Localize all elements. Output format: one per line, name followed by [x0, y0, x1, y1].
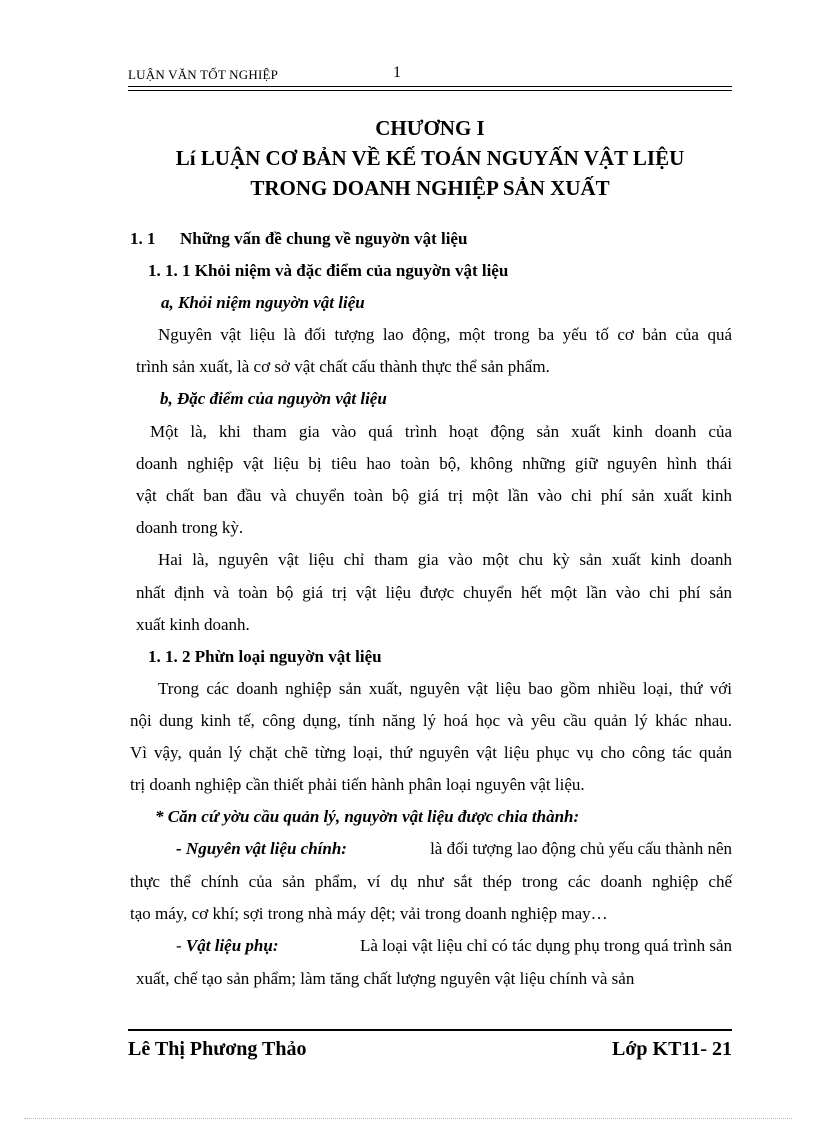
header-rule-thin — [128, 90, 732, 91]
footer-rule — [128, 1029, 732, 1031]
heading-1-1-1: 1. 1. 1 Khỏi niệm và đặc điểm của nguyờn vật liệu — [148, 261, 509, 280]
nvl-aux-term: Vật liệu phụ: — [185, 936, 279, 955]
header-rule-thick — [128, 86, 732, 87]
heading-b: b, Đặc điểm của nguyờn vật liệu — [160, 389, 387, 408]
para-112-line: nội dung kinh tế, công dụng, tính năng lý hoá học và yêu cầu quản lý khác nhau. — [130, 711, 732, 730]
chapter-title-line1: Lí LUẬN CƠ BẢN VỀ KẾ TOÁN NGUYẤN VẬT LIỆU — [175, 146, 685, 170]
nvl-main-text: là đối tượng lao động chủ yếu cấu thành nên — [430, 839, 732, 858]
page-number: 1 — [393, 64, 401, 81]
para-a-line: trình sản xuất, là cơ sở vật chất cấu thành thực thể sản phẩm. — [136, 357, 550, 376]
page-footer — [128, 1036, 732, 1062]
nvl-aux-dash: - — [176, 936, 182, 955]
nvl-main-line — [176, 838, 732, 860]
para-b1-line: Một là, khi tham gia vào quá trình hoạt động sản xuất kinh doanh của — [150, 422, 732, 441]
page-edge — [24, 1118, 792, 1119]
chapter-label: CHƯƠNG I — [375, 116, 485, 140]
header-title: LUẬN VĂN TỐT NGHIỆP — [128, 67, 279, 82]
para-112-line: Vì vậy, quản lý chặt chẽ từng loại, thứ nguyên vật liệu phục vụ cho công tác quản — [130, 743, 732, 762]
nvl-aux-line: xuất, chế tạo sản phẩm; làm tăng chất lượng nguyên vật liệu chính và sản — [136, 969, 635, 988]
section-1-title: Những vấn đề chung về nguyờn vật liệu — [180, 229, 468, 248]
heading-basis: * Căn cứ yờu cầu quản lý, nguyờn vật liệu được chia thành: — [155, 807, 580, 826]
para-b1-line: doanh nghiệp vật liệu bị tiêu hao toàn bộ, không những giữ nguyên hình thái — [136, 454, 732, 473]
para-112-line: trị doanh nghiệp cần thiết phải tiến hành phân loại nguyên vật liệu. — [130, 775, 585, 794]
nvl-main-line: tạo máy, cơ khí; sợi trong nhà máy dệt; vải trong doanh nghiệp may… — [130, 904, 608, 923]
para-b2-line: Hai là, nguyên vật liệu chỉ tham gia vào một chu kỳ sản xuất kinh doanh — [158, 550, 732, 569]
para-112-line: Trong các doanh nghiệp sản xuất, nguyên vật liệu bao gồm nhiều loại, thứ với — [158, 679, 732, 698]
section-1-number: 1. 1 — [130, 229, 156, 248]
heading-a: a, Khỏi niệm nguyờn vật liệu — [161, 293, 365, 312]
nvl-main-term: - Nguyên vật liệu chính: — [176, 839, 347, 858]
footer-author: Lê Thị Phương Thảo — [128, 1038, 307, 1060]
para-b2-line: nhất định và toàn bộ giá trị vật liệu được chuyển hết một lần vào chi phí sản — [136, 583, 732, 602]
para-b1-line: doanh trong kỳ. — [136, 518, 244, 537]
nvl-main-line: thực thể chính của sản phẩm, ví dụ như sắt thép trong các doanh nghiệp chế — [130, 872, 732, 891]
nvl-aux-line — [176, 935, 732, 957]
heading-1-1-2: 1. 1. 2 Phừn loại nguyờn vật liệu — [148, 647, 382, 666]
para-b2-line: xuất kinh doanh. — [136, 615, 250, 634]
nvl-aux-text: Là loại vật liệu chỉ có tác dụng phụ trong quá trình sản — [359, 936, 732, 955]
chapter-title-line2: TRONG DOANH NGHIỆP SẢN XUẤT — [250, 176, 610, 200]
footer-class: Lớp KT11- 21 — [612, 1038, 732, 1060]
para-b1-line: vật chất ban đầu và chuyển toàn bộ giá trị một lần vào chi phí sản xuất kinh — [136, 486, 732, 505]
para-a-line: Nguyên vật liệu là đối tượng lao động, một trong ba yếu tố cơ bản của quá — [158, 325, 732, 344]
